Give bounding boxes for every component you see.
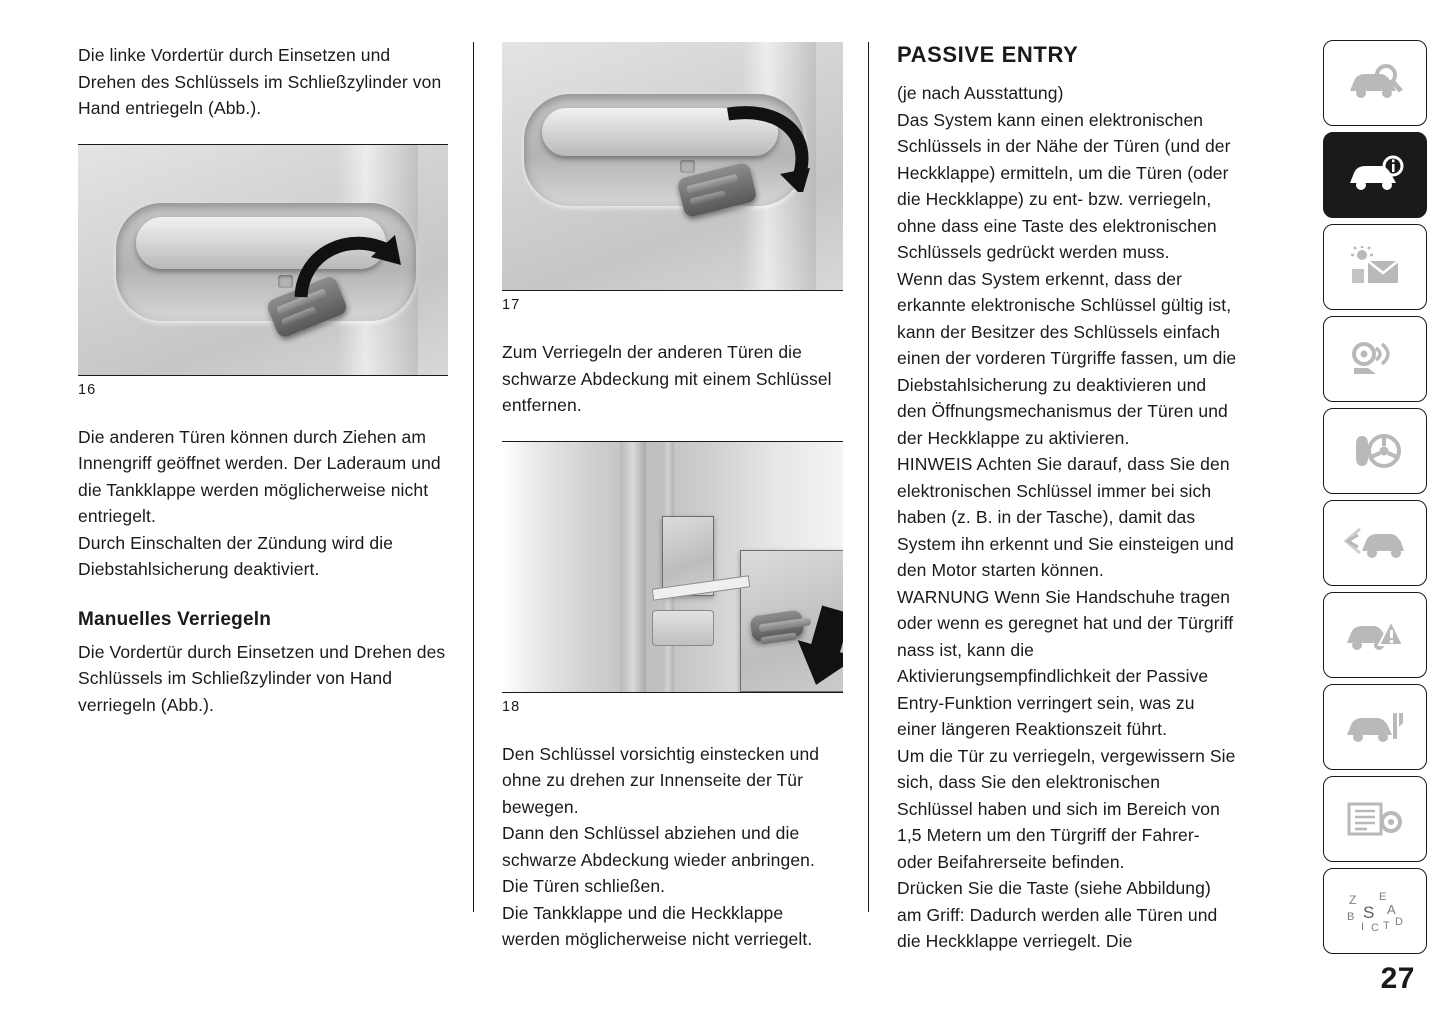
alphabetical-index-icon [1343,888,1407,934]
figure-17 [502,42,843,313]
heading-manual-locking: Manuelles Verriegeln [78,608,272,630]
column-3 [868,42,1238,951]
door-illustration-2 [502,42,843,290]
figure-18 [502,441,843,715]
paragraph-press-button: Drücken Sie die Taste (siehe Abbildung) am Griff: Dadurch werden alle Türen und die Heckklappe verriegelt. Die [897,878,1218,951]
steering-wheel-icon [1346,430,1404,472]
column-2 [473,42,843,949]
rotation-arrow-icon [293,227,403,307]
door-illustration [78,145,448,375]
car-info-icon [1346,155,1404,195]
door-jamb-illustration [502,442,843,692]
sidebar-item-warning-triangle[interactable] [1323,592,1427,678]
index-letter-i: I [1361,921,1365,933]
index-letter-t: T [1383,920,1390,932]
index-letter-e: E [1379,891,1387,903]
dashboard-warning-lights-icon [1346,245,1404,289]
sidebar-item-alphabetical-index[interactable] [1323,868,1427,954]
sidebar-item-emergency[interactable] [1323,316,1427,402]
index-letter-c: C [1371,922,1379,934]
figure-17-image [502,42,843,291]
paragraph-fuel-flap: Die Tankklappe und die Heckklappe werden möglicherweise nicht verriegelt. [502,902,813,949]
index-letter-d: D [1395,916,1403,928]
paragraph-system-detect: Das System kann einen elektronischen Schlüssels in der Nähe der Türen (und der Heckklappe) ermitteln, um die Türen (oder die Heckklappe) zu ent- bzw. verriegeln, ohne dass eine Taste des elektronischen Schlüssels gedrückt werden muss. [897,109,1231,262]
paragraph-close-doors: Die Türen schließen. [502,876,666,896]
sidebar-item-car-inspection[interactable] [1323,40,1427,126]
rotation-arrow-icon-2 [718,104,828,192]
sidebar-item-technical-data[interactable] [1323,776,1427,862]
paragraph-insert-key: Den Schlüssel vorsichtig einstecken und ohne zu drehen zur Innenseite der Tür bewegen. [502,743,820,817]
figure-16-image [78,144,448,376]
technical-data-icon [1345,798,1405,840]
car-sensors-icon [1344,523,1406,563]
paragraph-subtitle: (je nach Ausstattung) [897,83,1064,103]
figure-18-caption: 18 [502,698,521,715]
lock-cylinder-2 [680,160,695,173]
page-title: PASSIVE ENTRY [897,42,1079,67]
figure-17-caption: 17 [502,297,521,313]
page-number: 27 [1380,962,1415,995]
detail-inset [740,550,843,692]
sidebar-item-car-sensors[interactable] [1323,500,1427,586]
paragraph-remove-key: Dann den Schlüssel abziehen und die schwarze Abdeckung wieder anbringen. [502,823,815,870]
latch-block [652,610,714,646]
index-letter-s: S [1363,903,1375,922]
index-letter-b: B [1347,911,1355,923]
index-letter-z: Z [1349,893,1357,907]
car-inspection-icon [1346,63,1404,103]
paragraph-manual-locking: Die Vordertür durch Einsetzen und Drehen des Schlüssels im Schließzylinder von Hand verriegeln (Abb.). [78,641,446,715]
paragraph-other-doors: Die anderen Türen können durch Ziehen am Innengriff geöffnet werden. Der Laderaum und die Tankklappe werden möglicherweise nicht entriegelt. [78,426,441,526]
insert-arrow-icon [797,603,843,689]
sidebar-item-car-info[interactable] [1323,132,1427,218]
figure-18-image [502,441,843,693]
figure-16-caption: 16 [78,381,97,398]
page-columns [78,42,1268,951]
paragraph-valid-key: Wenn das System erkennt, dass der erkannte elektronische Schlüssel gültig ist, kann der Besitzer des Schlüssels einfach einen der vorderen Türgriffe fassen, um die Diebstahlsicherung zu deaktivieren und den Öffnungsmechanismus der Türen und der Heckklappe zu aktivieren. [897,268,1237,448]
paragraph-remove-cover: Zum Verriegeln der anderen Türen die schwarze Abdeckung mit einem Schlüssel entfernen. [502,342,832,415]
jamb-strip [620,442,646,692]
paragraph-note: HINWEIS Achten Sie darauf, dass Sie den elektronischen Schlüssel immer bei sich haben (z. B. in der Tasche), damit das System ihn erkennt und Sie einsteigen und den Motor starten können. [897,454,1234,580]
index-letter-a: A [1387,902,1396,917]
section-tabs [1323,40,1427,960]
sidebar-item-steering[interactable] [1323,408,1427,494]
paragraph-warning: WARNUNG Wenn Sie Handschuhe tragen oder wenn es geregnet hat und der Türgriff nass ist, kann die Aktivierungsempfindlichkeit der Passive Entry-Funktion verringert sein, was zu einer längeren Reaktionszeit führt. [897,586,1234,739]
emergency-icon [1346,338,1404,380]
lock-cylinder [278,275,293,288]
sidebar-item-warning-lights[interactable] [1323,224,1427,310]
figure-16 [78,144,448,398]
paragraph-ignition: Durch Einschalten der Zündung wird die Diebstahlsicherung deaktiviert. [78,532,394,579]
paragraph-locking-range: Um die Tür zu verriegeln, vergewissern Sie sich, dass Sie den elektronischen Schlüssel haben und sich im Bereich von 1,5 Metern um den Türgriff der Fahrer- oder Beifahrerseite befinden. [897,745,1236,872]
warning-triangle-icon [1345,615,1405,655]
paragraph-intro: Die linke Vordertür durch Einsetzen und Drehen des Schlüssels im Schließzylinder von Hand entriegeln (Abb.). [78,45,442,118]
sidebar-item-car-service[interactable] [1323,684,1427,770]
column-1 [78,42,448,912]
car-service-icon [1345,707,1405,747]
